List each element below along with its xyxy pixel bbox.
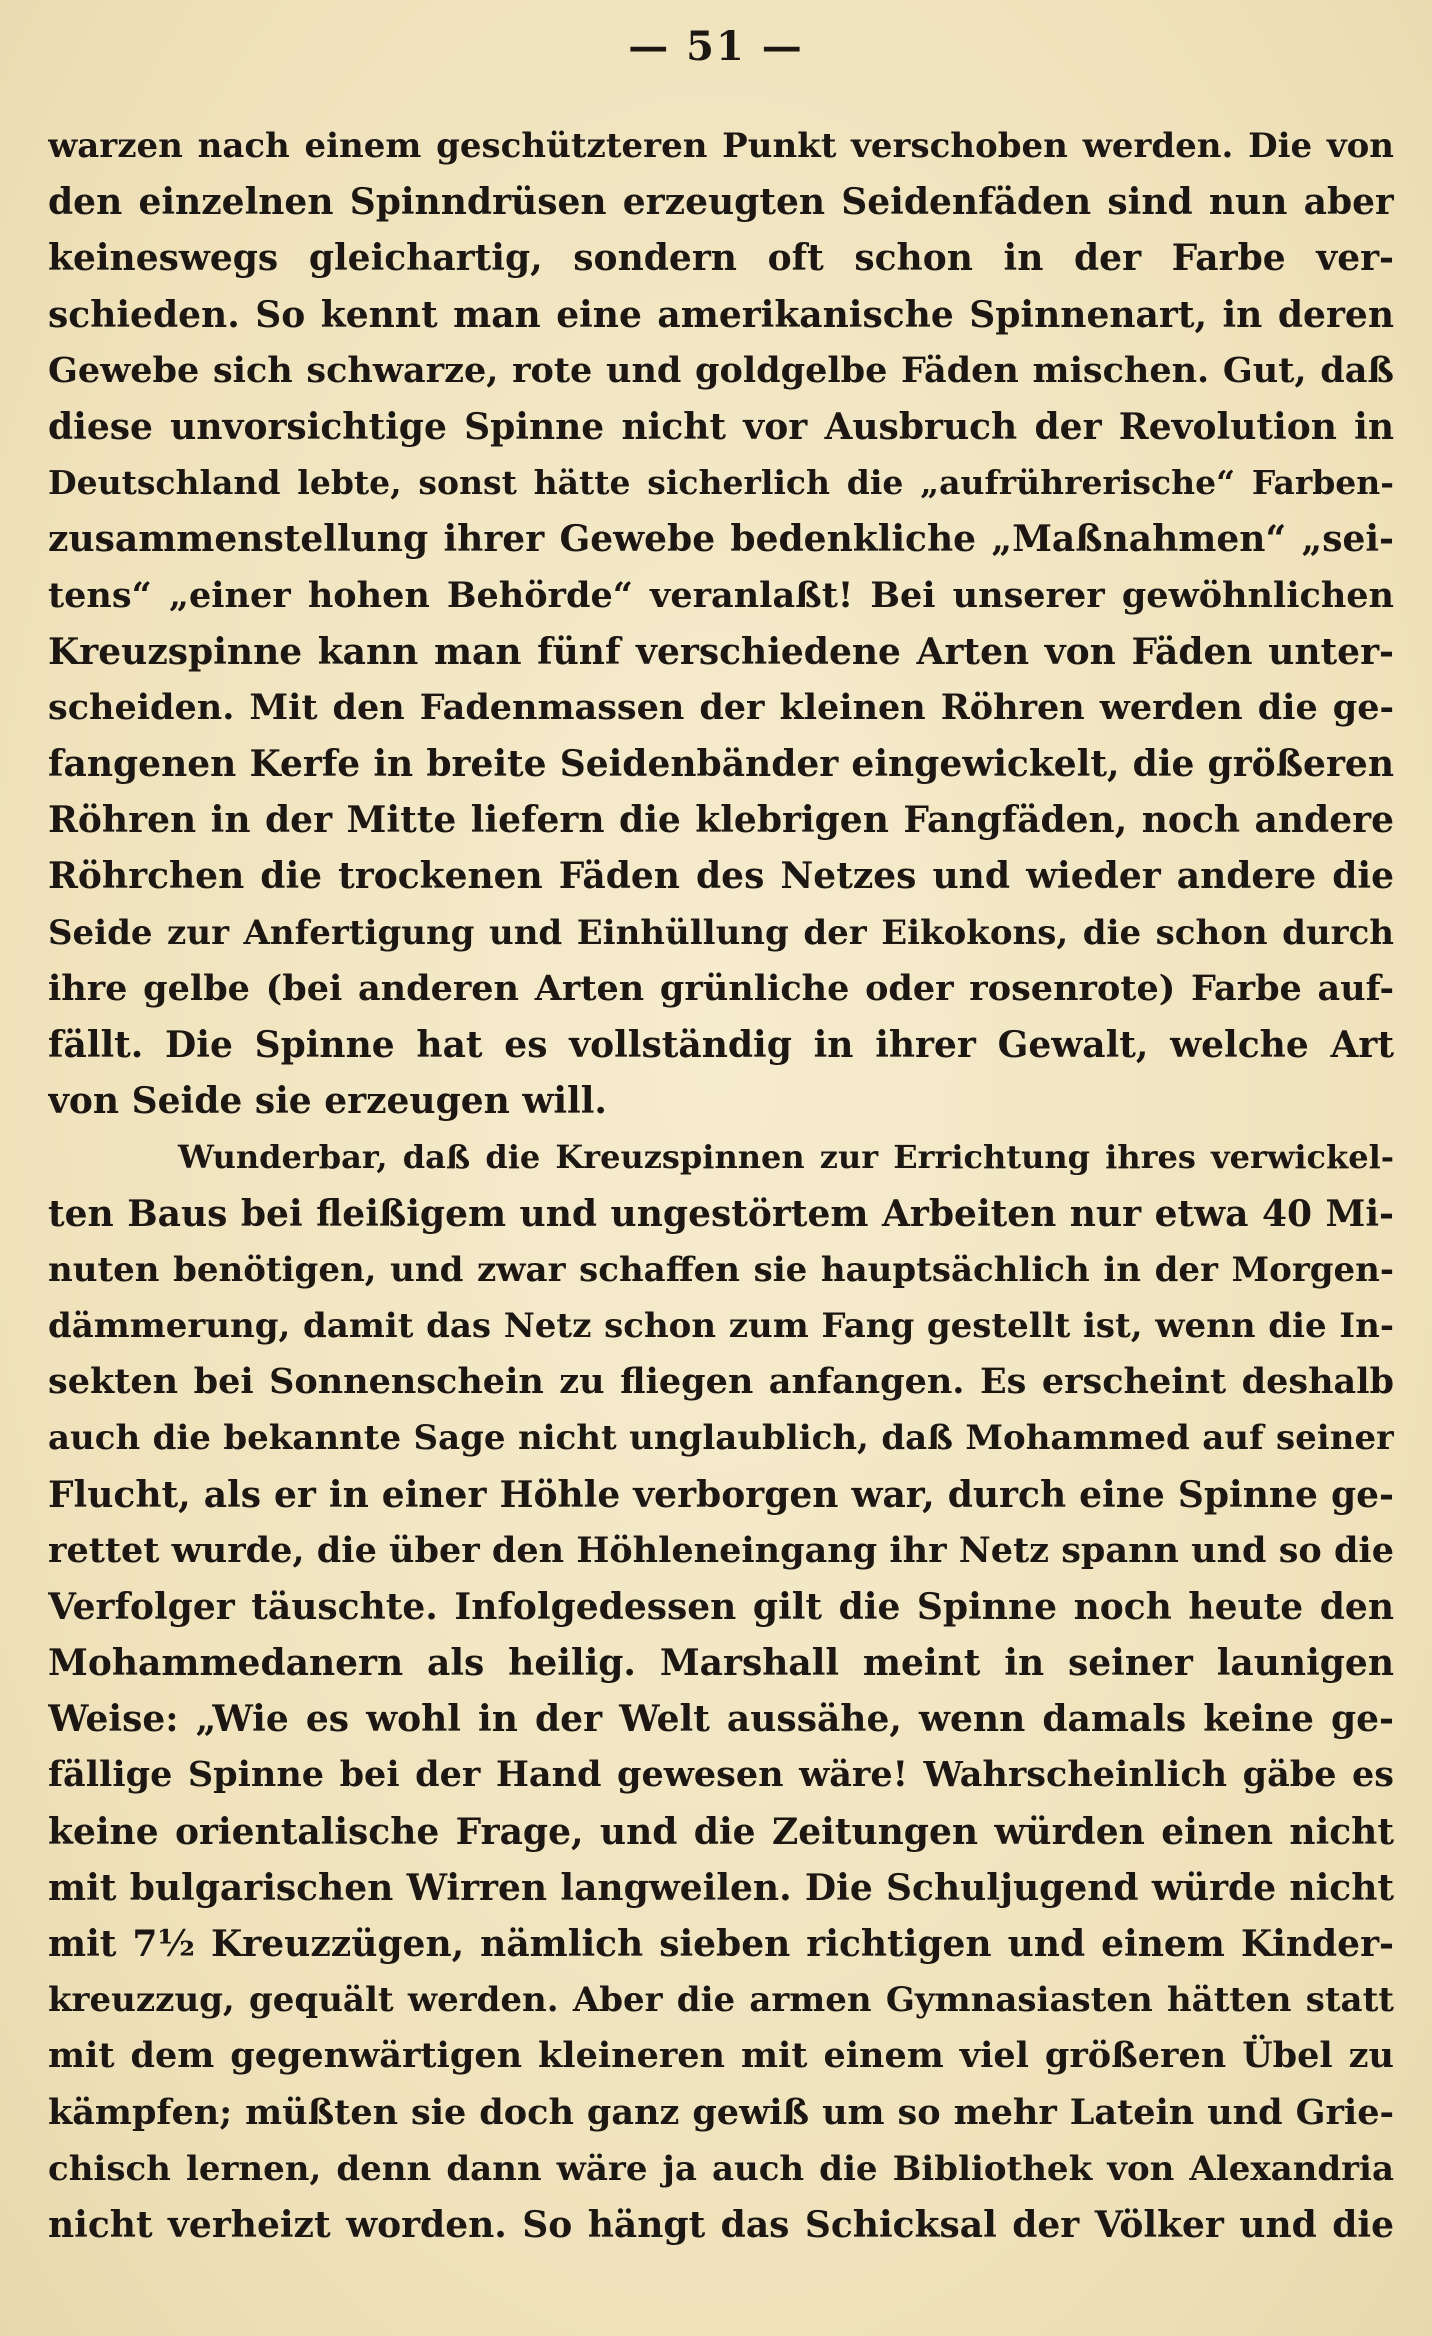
text-line: von Seide sie erzeugen will. xyxy=(48,1080,607,1123)
text-line: diese unvorsichtige Spinne nicht vor Ausbruch der Revolution in xyxy=(48,405,1394,448)
body-text xyxy=(48,118,1394,2253)
text-line: fangenen Kerfe in breite Seidenbänder eingewickelt, die größeren xyxy=(48,743,1394,786)
text-line: Weise: „Wie es wohl in der Welt aussähe, wenn damals keine ge- xyxy=(48,1698,1394,1741)
text-line: kreuzzug, gequält werden. Aber die armen Gymnasiasten hätten statt xyxy=(48,1980,1394,2021)
text-line: nicht verheizt worden. So hängt das Schicksal der Völker und die xyxy=(48,2203,1394,2246)
text-line: scheiden. Mit den Fadenmassen der kleinen Röhren werden die ge- xyxy=(48,686,1394,728)
text-line: Flucht, als er in einer Höhle verborgen war, durch eine Spinne ge- xyxy=(48,1473,1394,1516)
text-line: keine orientalische Frage, und die Zeitungen würden einen nicht xyxy=(48,1810,1394,1853)
text-line: Wunderbar, daß die Kreuzspinnen zur Errichtung ihres verwickel- xyxy=(178,1138,1394,1177)
text-line: Kreuzspinne kann man fünf verschiedene Arten von Fäden unter- xyxy=(48,630,1394,673)
text-line: zusammenstellung ihrer Gewebe bedenkliche „Maßnahmen“ „sei- xyxy=(48,518,1394,561)
text-line: fällt. Die Spinne hat es vollständig in ihrer Gewalt, welche Art xyxy=(48,1024,1394,1066)
text-line: Gewebe sich schwarze, rote und goldgelbe Fäden mischen. Gut, daß xyxy=(48,349,1394,391)
text-line: Verfolger täuschte. Infolgedessen gilt die Spinne noch heute den xyxy=(48,1585,1394,1628)
text-line: dämmerung, damit das Netz schon zum Fang gestellt ist, wenn die In- xyxy=(48,1305,1394,1346)
paragraph-1 xyxy=(48,118,1394,1129)
text-line: kämpfen; müßten sie doch ganz gewiß um so mehr Latein und Grie- xyxy=(48,2091,1394,2133)
text-line: den einzelnen Spinndrüsen erzeugten Seidenfäden sind nun aber xyxy=(48,181,1394,224)
text-line: Röhren in der Mitte liefern die klebrigen Fangfäden, noch andere xyxy=(48,799,1394,842)
text-line: Seide zur Anfertigung und Einhüllung der Eikokons, die schon durch xyxy=(48,912,1394,953)
text-line: tens“ „einer hohen Behörde“ veranlaßt! Bei unserer gewöhnlichen xyxy=(48,574,1394,616)
text-line: mit bulgarischen Wirren langweilen. Die Schuljugend würde nicht xyxy=(48,1866,1394,1909)
text-line: sekten bei Sonnenschein zu fliegen anfangen. Es erscheint deshalb xyxy=(48,1361,1394,1403)
text-line: ten Baus bei fleißigem und ungestörtem Arbeiten nur etwa 40 Mi- xyxy=(48,1192,1394,1235)
text-line: warzen nach einem geschützteren Punkt verschoben werden. Die von xyxy=(48,126,1394,166)
text-line: nuten benötigen, und zwar schaffen sie hauptsächlich in der Morgen- xyxy=(48,1249,1394,1290)
text-line: Deutschland lebte, sonst hätte sicherlich die „aufrührerische“ Farben- xyxy=(48,463,1394,503)
page-number: — 51 — xyxy=(628,23,804,70)
paragraph-2 xyxy=(48,1129,1394,2253)
text-line: auch die bekannte Sage nicht unglaublich, daß Mohammed auf seiner xyxy=(48,1418,1394,1459)
text-line: keineswegs gleichartig, sondern oft schon in der Farbe ver- xyxy=(48,237,1394,280)
text-line: chisch lernen, denn dann wäre ja auch die Bibliothek von Alexandria xyxy=(48,2148,1394,2189)
text-line: mit dem gegenwärtigen kleineren mit einem viel größeren Übel zu xyxy=(48,2035,1394,2077)
text-line: Mohammedanern als heilig. Marshall meint in seiner launigen xyxy=(48,1642,1394,1685)
text-line: mit 7½ Kreuzzügen, nämlich sieben richtigen und einem Kinder- xyxy=(48,1923,1394,1965)
text-line: rettet wurde, die über den Höhleneingang ihr Netz spann und so die xyxy=(48,1529,1394,1571)
text-line: ihre gelbe (bei anderen Arten grünliche oder rosenrote) Farbe auf- xyxy=(48,967,1394,1009)
text-line: fällige Spinne bei der Hand gewesen wäre! Wahrscheinlich gäbe es xyxy=(48,1754,1394,1796)
text-line: schieden. So kennt man eine amerikanische Spinnenart, in deren xyxy=(48,293,1394,336)
text-line: Röhrchen die trockenen Fäden des Netzes und wieder andere die xyxy=(48,855,1394,898)
